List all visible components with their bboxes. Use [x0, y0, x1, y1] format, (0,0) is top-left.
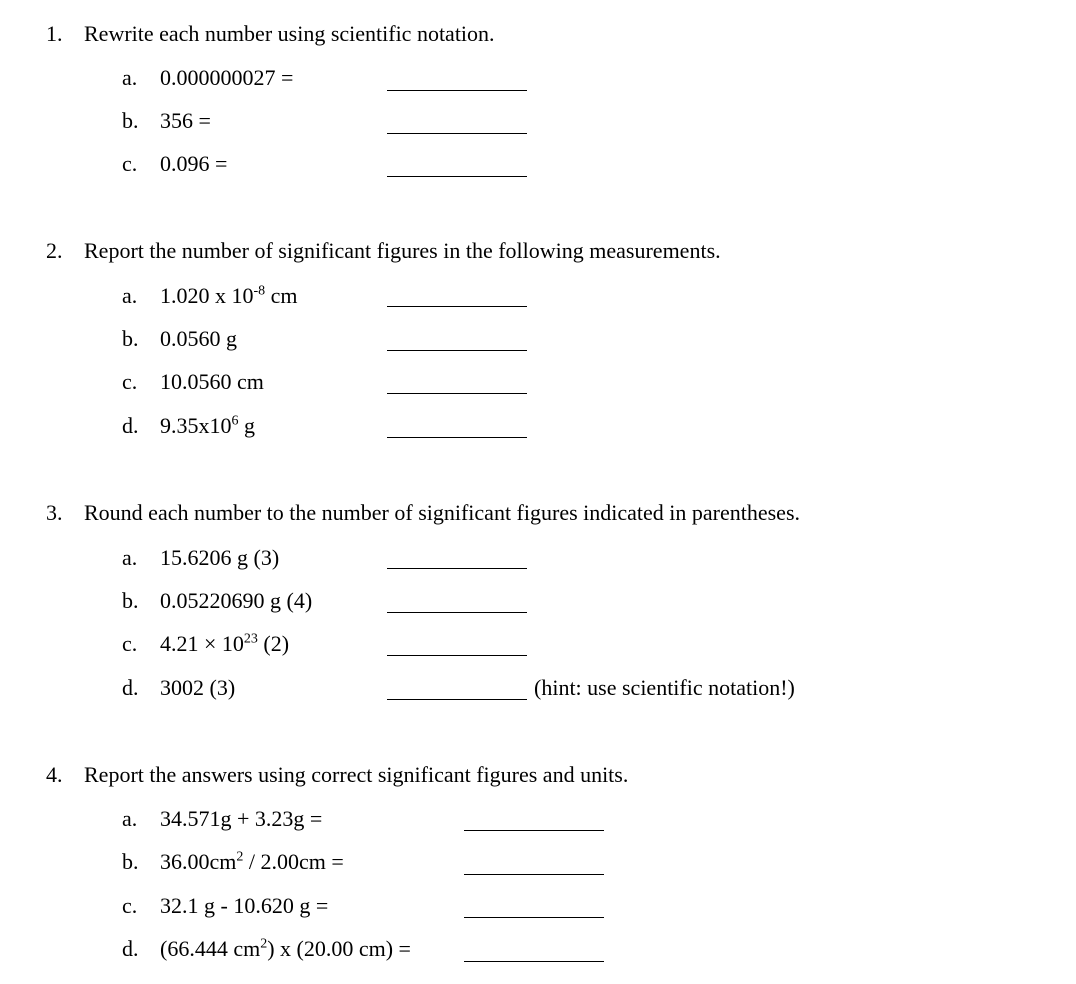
item-text: 0.000000027 =	[160, 65, 294, 90]
q1-item-a	[122, 65, 293, 91]
answer-blank[interactable]	[387, 393, 527, 394]
item-text: 3002 (3)	[160, 675, 236, 700]
q3-item-c	[122, 631, 289, 657]
question-text: Round each number to the number of significant figures indicated in parentheses.	[84, 500, 801, 525]
question-number: 4.	[46, 762, 63, 787]
item-base: 36.00cm	[160, 849, 237, 874]
question-1	[46, 21, 495, 47]
q1-item-c	[122, 151, 227, 177]
item-letter: b.	[122, 849, 139, 874]
item-text: 356 =	[160, 108, 211, 133]
q2-item-a	[122, 283, 298, 309]
q4-item-d	[122, 936, 411, 962]
item-after: ) x (20.00 cm) =	[267, 936, 411, 961]
item-base: 9.35x10	[160, 413, 232, 438]
item-letter: a.	[122, 806, 138, 831]
item-text: 10.0560 cm	[160, 369, 264, 394]
item-text: 0.096 =	[160, 151, 228, 176]
q3-item-b	[122, 588, 312, 614]
q3-item-a	[122, 545, 279, 571]
item-text: 0.05220690 g (4)	[160, 588, 313, 613]
q1-item-b	[122, 108, 211, 134]
answer-blank[interactable]	[387, 306, 527, 307]
answer-blank[interactable]	[387, 437, 527, 438]
item-exponent: 6	[231, 413, 239, 429]
item-letter: c.	[122, 151, 138, 176]
answer-blank[interactable]	[387, 655, 527, 656]
question-text: Report the answers using correct significant figures and units.	[84, 762, 629, 787]
item-text: 0.0560 g	[160, 326, 237, 351]
q2-item-c	[122, 369, 264, 395]
q3-item-d	[122, 675, 235, 701]
item-letter: c.	[122, 631, 138, 656]
item-letter: a.	[122, 545, 138, 570]
item-exponent: 2	[260, 936, 268, 952]
question-text: Report the number of significant figures in the following measurements.	[84, 238, 721, 263]
answer-blank[interactable]	[387, 176, 527, 177]
item-after: (2)	[257, 631, 290, 656]
item-exponent: 2	[236, 849, 244, 865]
answer-blank[interactable]	[464, 917, 604, 918]
question-4	[46, 762, 628, 788]
q4-item-c	[122, 893, 328, 919]
question-2	[46, 238, 721, 264]
item-letter: c.	[122, 369, 138, 394]
item-text: 15.6206 g (3)	[160, 545, 280, 570]
item-text: 32.1 g - 10.620 g =	[160, 893, 329, 918]
item-letter: a.	[122, 65, 138, 90]
item-after: / 2.00cm =	[243, 849, 344, 874]
item-exponent: -8	[253, 283, 266, 299]
question-3	[46, 500, 800, 526]
q2-item-d	[122, 413, 255, 439]
item-base: 4.21 × 10	[160, 631, 244, 656]
item-text: 34.571g + 3.23g =	[160, 806, 323, 831]
item-exponent: 23	[243, 631, 258, 647]
q4-item-b	[122, 849, 344, 875]
answer-blank[interactable]	[387, 612, 527, 613]
answer-blank[interactable]	[387, 90, 527, 91]
q2-item-b	[122, 326, 237, 352]
item-letter: b.	[122, 108, 139, 133]
item-letter: c.	[122, 893, 138, 918]
answer-blank[interactable]	[387, 133, 527, 134]
item-letter: d.	[122, 936, 139, 961]
hint-text: (hint: use scientific notation!)	[534, 675, 795, 700]
item-base: 1.020 x 10	[160, 283, 254, 308]
item-after: g	[238, 413, 255, 438]
answer-blank[interactable]	[464, 961, 604, 962]
question-text: Rewrite each number using scientific notation.	[84, 21, 495, 46]
answer-blank[interactable]	[387, 350, 527, 351]
answer-blank[interactable]	[387, 699, 527, 700]
item-letter: b.	[122, 588, 139, 613]
answer-blank[interactable]	[464, 874, 604, 875]
item-letter: d.	[122, 413, 139, 438]
answer-blank[interactable]	[387, 568, 527, 569]
answer-blank[interactable]	[464, 830, 604, 831]
item-letter: d.	[122, 675, 139, 700]
item-letter: b.	[122, 326, 139, 351]
item-letter: a.	[122, 283, 138, 308]
item-pre: (66.444 cm	[160, 936, 261, 961]
item-after: cm	[265, 283, 298, 308]
q4-item-a	[122, 806, 322, 832]
question-number: 2.	[46, 238, 63, 263]
question-number: 3.	[46, 500, 63, 525]
question-number: 1.	[46, 21, 63, 46]
